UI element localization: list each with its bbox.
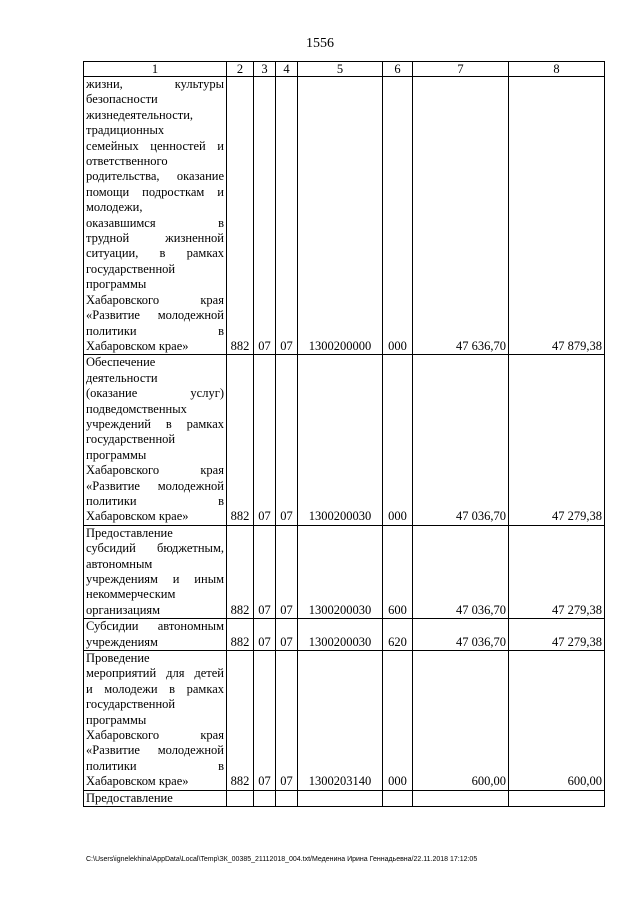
admin-code-cell: 882 xyxy=(227,525,254,618)
expense-type-cell xyxy=(383,790,413,806)
table-row xyxy=(84,77,605,355)
row-name-line: «Развитие молодежной xyxy=(86,478,224,493)
row-name-line: организациям xyxy=(86,602,161,617)
row-name-line: государственной xyxy=(86,432,176,447)
subsection-code-cell: 07 xyxy=(276,355,298,525)
admin-code-cell xyxy=(227,790,254,806)
row-name-cell xyxy=(84,355,227,525)
header-col-8: 8 xyxy=(509,62,605,77)
amount-year1-cell: 47 636,70 xyxy=(413,77,509,355)
target-article-cell: 1300203140 xyxy=(298,651,383,791)
row-name-line: Обеспечение xyxy=(86,355,156,370)
row-name-line: трудной жизненной xyxy=(86,231,224,246)
row-name-line: учреждениям и иным xyxy=(86,572,224,586)
section-code-cell: 07 xyxy=(254,355,276,525)
table-row xyxy=(84,525,605,618)
row-name-line: Хабаровском крае» xyxy=(86,509,189,524)
row-name-line: (оказание услуг) xyxy=(86,386,224,401)
row-name-line: Субсидии автономным xyxy=(86,619,224,634)
row-name-line: политики в xyxy=(86,323,224,338)
row-name-line: оказавшимся в xyxy=(86,215,224,230)
row-name-line: мероприятий для детей xyxy=(86,666,224,681)
row-name-line: субсидий бюджетным, xyxy=(86,541,224,556)
target-article-cell: 1300200000 xyxy=(298,77,383,355)
section-code-cell: 07 xyxy=(254,619,276,651)
row-name-line: Проведение xyxy=(86,651,150,666)
amount-year2-cell: 47 879,38 xyxy=(509,77,605,355)
amount-year2-cell: 47 279,38 xyxy=(509,619,605,651)
row-name-cell xyxy=(84,790,227,806)
row-name-line: жизнедеятельности, xyxy=(86,107,194,122)
row-name-line: помощи подросткам и xyxy=(86,184,224,199)
section-code-cell: 07 xyxy=(254,525,276,618)
admin-code-cell: 882 xyxy=(227,77,254,355)
section-code-cell xyxy=(254,790,276,806)
row-name-line: Хабаровском крае» xyxy=(86,338,189,353)
row-name-line: молодежи, xyxy=(86,200,143,215)
row-name-cell xyxy=(84,77,227,355)
row-name-line: программы xyxy=(86,712,147,727)
amount-year1-cell xyxy=(413,790,509,806)
row-name-line: деятельности xyxy=(86,370,158,385)
row-name-line: учреждений в рамках xyxy=(86,416,224,431)
header-col-3: 3 xyxy=(254,62,276,77)
row-name-line: программы xyxy=(86,447,147,462)
target-article-cell: 1300200030 xyxy=(298,619,383,651)
amount-year1-cell: 47 036,70 xyxy=(413,525,509,618)
amount-year1-cell: 600,00 xyxy=(413,651,509,791)
subsection-code-cell: 07 xyxy=(276,619,298,651)
amount-year1-cell: 47 036,70 xyxy=(413,355,509,525)
row-name-line: семейных ценностей и xyxy=(86,138,224,153)
row-name-line: традиционных xyxy=(86,123,165,138)
header-row xyxy=(84,62,605,77)
row-name-line: Хабаровского края xyxy=(86,728,224,743)
amount-year2-cell: 47 279,38 xyxy=(509,525,605,618)
row-name-line: государственной xyxy=(86,697,176,712)
row-name-line: ситуации, в рамках xyxy=(86,246,224,261)
table-row xyxy=(84,651,605,791)
table-row xyxy=(84,619,605,651)
admin-code-cell: 882 xyxy=(227,651,254,791)
header-col-4: 4 xyxy=(276,62,298,77)
subsection-code-cell xyxy=(276,790,298,806)
expense-type-cell: 000 xyxy=(383,77,413,355)
row-name-line: учреждениям xyxy=(86,634,158,649)
header-col-7: 7 xyxy=(413,62,509,77)
header-col-1: 1 xyxy=(84,62,227,77)
expense-type-cell: 620 xyxy=(383,619,413,651)
subsection-code-cell: 07 xyxy=(276,651,298,791)
row-name-line: Хабаровского края xyxy=(86,292,224,307)
amount-year2-cell: 47 279,38 xyxy=(509,355,605,525)
row-name-line: государственной xyxy=(86,261,176,276)
header-col-2: 2 xyxy=(227,62,254,77)
row-name-line: родительства, оказание xyxy=(86,169,224,184)
admin-code-cell: 882 xyxy=(227,355,254,525)
row-name-line: политики в xyxy=(86,493,224,508)
table-row xyxy=(84,355,605,525)
subsection-code-cell: 07 xyxy=(276,525,298,618)
header-col-5: 5 xyxy=(298,62,383,77)
row-name-line: Предоставление xyxy=(86,790,173,805)
admin-code-cell: 882 xyxy=(227,619,254,651)
section-code-cell: 07 xyxy=(254,77,276,355)
row-name-line: программы xyxy=(86,277,147,292)
row-name-line: автономным xyxy=(86,556,153,571)
amount-year2-cell: 600,00 xyxy=(509,651,605,791)
expense-type-cell: 600 xyxy=(383,525,413,618)
target-article-cell: 1300200030 xyxy=(298,525,383,618)
row-name-line: ответственного xyxy=(86,154,168,169)
target-article-cell: 1300200030 xyxy=(298,355,383,525)
row-name-line: и молодежи в рамках xyxy=(86,681,224,696)
section-code-cell: 07 xyxy=(254,651,276,791)
page-number: 1556 xyxy=(306,36,334,51)
row-name-line: Предоставление xyxy=(86,525,173,540)
expense-type-cell: 000 xyxy=(383,355,413,525)
row-name-line: подведомственных xyxy=(86,401,187,416)
expense-type-cell: 000 xyxy=(383,651,413,791)
amount-year2-cell xyxy=(509,790,605,806)
row-name-line: жизни, культуры xyxy=(86,77,224,91)
amount-year1-cell: 47 036,70 xyxy=(413,619,509,651)
row-name-cell xyxy=(84,525,227,618)
table-row xyxy=(84,790,605,806)
row-name-line: Хабаровском крае» xyxy=(86,774,189,789)
row-name-line: некоммерческим xyxy=(86,587,176,602)
budget-table xyxy=(83,61,605,807)
row-name-line: безопасности xyxy=(86,92,158,107)
target-article-cell xyxy=(298,790,383,806)
header-col-6: 6 xyxy=(383,62,413,77)
row-name-cell xyxy=(84,619,227,651)
row-name-line: «Развитие молодежной xyxy=(86,308,224,323)
row-name-line: Хабаровского края xyxy=(86,463,224,478)
row-name-line: политики в xyxy=(86,758,224,773)
footer-file-path: C:\Users\ignelekhina\AppData\Local\Temp\ЗК_00385_21112018_004.txt/Меденина Ирина Геннадьевна/22.11.2018 17:12:05 xyxy=(86,856,478,863)
row-name-cell xyxy=(84,651,227,791)
subsection-code-cell: 07 xyxy=(276,77,298,355)
row-name-line: «Развитие молодежной xyxy=(86,743,224,758)
